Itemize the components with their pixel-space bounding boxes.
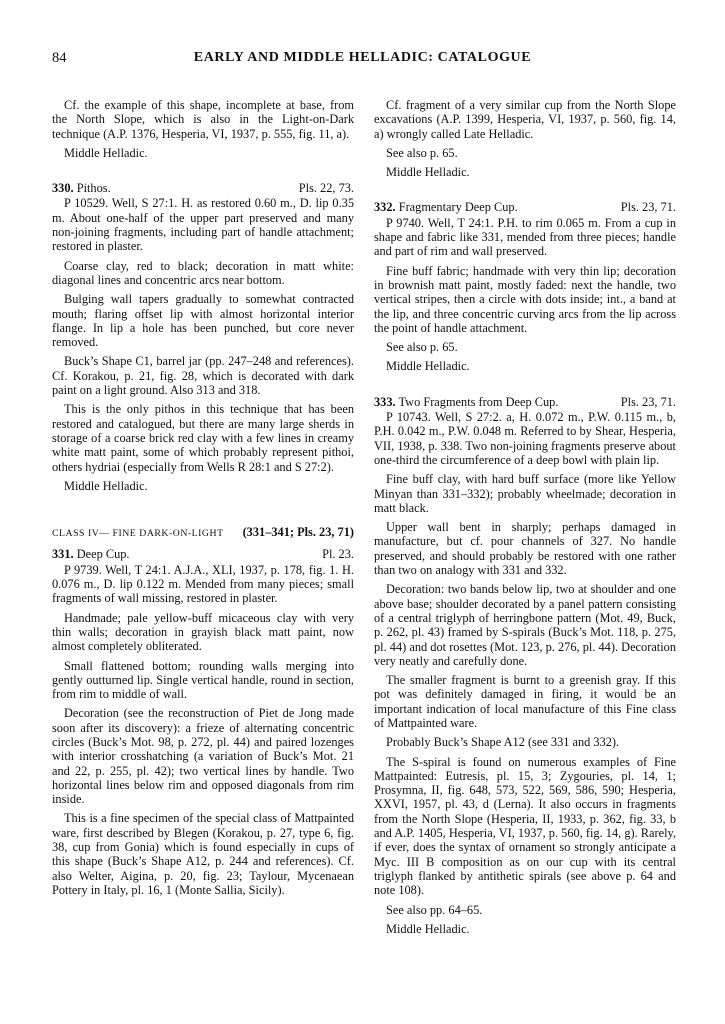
page-header — [52, 50, 673, 70]
paragraph: Bulging wall tapers gradually to somewhat contracted mouth; flaring offset lip with almost horizontal interior flange. In lip a hole has been punched, but core never removed. — [52, 292, 354, 350]
paragraph: See also p. 65. — [386, 340, 458, 355]
paragraph: P 10529. Well, S 27:1. H. as restored 0.60 m., D. lip 0.35 m. About one-half of the upper part preserved and many non-joining fragments, including part of handle attachment; restored in plaster. — [52, 196, 354, 254]
paragraph: Cf. the example of this shape, incomplete at base, from the North Slope, which is also in the Light-on-Dark technique (A.P. 1376, Hesperia, VI, 1937, p. 555, fig. 11, a). — [52, 98, 354, 141]
entry-title: Fragmentary Deep Cup. — [398, 200, 518, 215]
paragraph: The S-spiral is found on numerous examples of Fine Mattpainted: Eutresis, pl. 15, 3; Zygouries, pl. 14, 1; Prosymna, II, fig. 648, 573, 522, 569, 586, 590; Hesperia, XXVI, 1957, pl. 43, d (Lerna). It also occurs in fragments from the North Slope (Hesperia, II, 1933, p. 362, fig. 33, b and A.P. 1405, Hesperia, VI, 1937, p. 560, fig. 14, g). Rarely, if ever, does the syntax of ornament so strongly anticipate a Myc. III B composition as on our cup with its central triglyph flanked by antithetic spirals (see above p. 64 and note 108). — [374, 754, 676, 898]
paragraph: Small flattened bottom; rounding walls merging into gently outturned lip. Single vertical handle, round in section, from rim to middle of wall. — [52, 658, 354, 702]
entry-number: 330. — [52, 181, 74, 196]
paragraph: Fine buff fabric; handmade with very thin lip; decoration in brownish matt paint, mostly faded: next the handle, two vertical stripes, then a circle with dots inside; int., a band at the lip, and three concentric curving arcs from the lip across the point of handle attachment. — [374, 263, 676, 335]
class-heading — [52, 525, 354, 541]
paragraph: Decoration: two bands below lip, two at shoulder and one above base; shoulder decorated by a panel pattern consisting of a central triglyph of herringbone pattern (Mot. 49, Buck, p. 262, pl. 43) framed by S-spirals (Buck’s Mot. 118, p. 275, pl. 44) and dot rosettes (Mot. 123, p. 276, pl. 44). Decoration very neatly and carefully done. — [374, 582, 676, 668]
entry-heading-331 — [52, 547, 354, 561]
paragraph: Middle Helladic. — [386, 359, 470, 374]
paragraph: This is a fine specimen of the special class of Mattpainted ware, first described by Blegen (Korakou, p. 27, type 6, fig. 38, cup from Gonia) which is found especially in cups of this shape (Buck’s Shape A12, p. 244 and references). Cf. also Welter, Aigina, p. 20, fig. 23; Taylour, Mycenaean Pottery in Italy, pl. 16, 1 (Monte Sallia, Sicily). — [52, 811, 354, 897]
entry-plates: Pl. 23. — [322, 547, 354, 562]
class-label: CLASS IV— FINE DARK-ON-LIGHT — [52, 528, 224, 540]
entry-number: 331. — [52, 547, 74, 562]
paragraph: Buck’s Shape C1, barrel jar (pp. 247–248 and references). Cf. Korakou, p. 21, fig. 28, which is decorated with dark paint on a light ground. Also 313 and 318. — [52, 354, 354, 398]
paragraph: This is the only pithos in this technique that has been restored and catalogued, but there are many large sherds in storage of a coarse brick red clay with a few lines in creamy white matt paint, some of which probably represent pithoi, others hydriai (especially from Wells R 28:1 and S 27:2). — [52, 402, 354, 474]
paragraph: Coarse clay, red to black; decoration in matt white: diagonal lines and concentric arcs near bottom. — [52, 258, 354, 287]
paragraph: Middle Helladic. — [386, 165, 470, 180]
page-number: 84 — [52, 50, 67, 66]
paragraph: P 9739. Well, T 24:1. A.J.A., XLI, 1937, p. 178, fig. 1. H. 0.076 m., D. lip 0.122 m. Mended from many pieces; small fragments of wall missing, restored in plaster. — [52, 562, 354, 606]
entry-heading-333 — [374, 395, 676, 409]
paragraph: Handmade; pale yellow-buff micaceous clay with very thin walls; decoration in grayish black matt paint, now almost completely obliterated. — [52, 610, 354, 654]
paragraph: Probably Buck’s Shape A12 (see 331 and 332). — [386, 735, 620, 750]
entry-plates: Pls. 22, 73. — [298, 181, 354, 196]
left-column — [52, 98, 354, 902]
paragraph: See also pp. 64–65. — [386, 902, 483, 917]
paragraph: Fine buff clay, with hard buff surface (more like Yellow Minyan than 331–332); probably wheelmade; decoration in matt black. — [374, 472, 676, 515]
running-head: EARLY AND MIDDLE HELLADIC: CATALOGUE — [193, 50, 532, 65]
paragraph: Middle Helladic. — [64, 145, 148, 160]
paragraph: The smaller fragment is burnt to a greenish gray. If this pot was definitely damaged in firing, it would be an important indication of local manufacture of this Fine class of Mattpainted ware. — [374, 673, 676, 730]
paragraph: Cf. fragment of a very similar cup from the North Slope excavations (A.P. 1399, Hesperia, VI, 1937, p. 560, fig. 14, a) wrongly called Late Helladic. — [374, 98, 676, 141]
entry-title: Pithos. — [76, 181, 111, 196]
class-range: (331–341; Pls. 23, 71) — [242, 525, 354, 540]
entry-title: Deep Cup. — [76, 547, 130, 562]
entry-plates: Pls. 23, 71. — [620, 394, 676, 409]
entry-number: 332. — [374, 200, 396, 215]
paragraph: Decoration (see the reconstruction of Piet de Jong made soon after its discovery): a frieze of alternating concentric circles (Buck’s Mot. 98, p. 272, pl. 44) and paired lozenges with interior crosshatching (a variation of Buck’s Mot. 21 and 22, p. 255, pl. 42); two vertical lines by handle. Two horizontal lines below rim and opposed diagonals from rim inside. — [52, 706, 354, 807]
paragraph: See also p. 65. — [386, 145, 458, 160]
entry-title: Two Fragments from Deep Cup. — [398, 394, 559, 409]
paragraph: Upper wall bent in sharply; perhaps damaged in manufacture, but cf. pour channels of 327. No handle preserved, and should probably be restored with one rather than two on analogy with 331 and 332. — [374, 520, 676, 578]
paragraph: Middle Helladic. — [64, 478, 148, 493]
paragraph: P 10743. Well, S 27:2. a, H. 0.072 m., P.W. 0.115 m., b, P.H. 0.042 m., P.W. 0.048 m. Referred to by Shear, Hesperia, VII, 1938, p. 338. Two non-joining fragments preserve about one-third the circumference of a deep bowl with plain lip. — [374, 410, 676, 467]
entry-number: 333. — [374, 394, 396, 409]
entry-heading-330 — [52, 181, 354, 195]
entry-heading-332 — [374, 200, 676, 214]
right-column — [374, 98, 676, 941]
paragraph: P 9740. Well, T 24:1. P.H. to rim 0.065 m. From a cup in shape and fabric like 331, mended from three pieces; handle and part of rim and wall preserved. — [374, 215, 676, 259]
paragraph: Middle Helladic. — [386, 921, 470, 936]
entry-plates: Pls. 23, 71. — [620, 200, 676, 215]
